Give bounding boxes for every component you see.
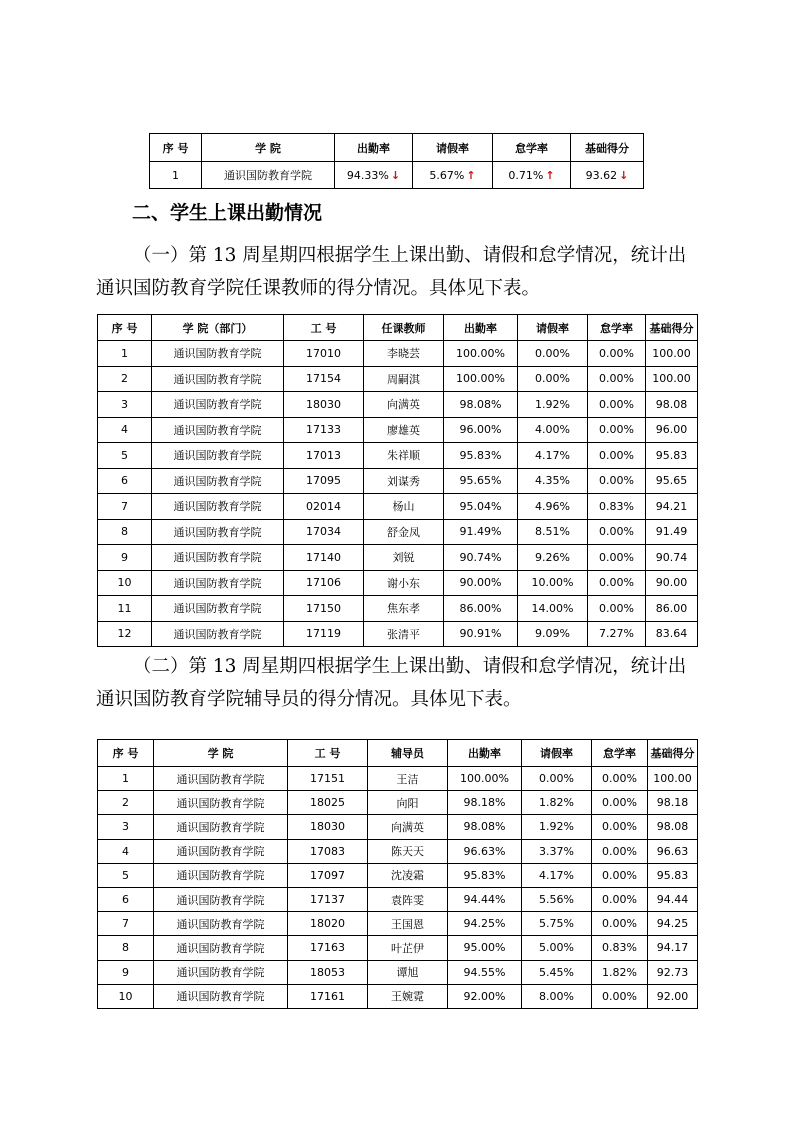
- cell-index: 6: [98, 887, 154, 911]
- cell-attendance: 90.00%: [444, 570, 518, 596]
- cell-college: 通识国防教育学院: [202, 162, 335, 189]
- table-row: [98, 468, 698, 494]
- cell-truancy: 0.00%: [592, 791, 648, 815]
- cell-leave: 4.00%: [518, 417, 588, 443]
- cell-attendance: 90.91%: [444, 621, 518, 647]
- teachers-header-row: [98, 315, 698, 341]
- cell-truancy: 0.83%: [588, 494, 646, 520]
- cell-leave: 8.00%: [522, 984, 592, 1008]
- cell-score: 96.00: [646, 417, 698, 443]
- cell-staff-id: 02014: [284, 494, 364, 520]
- cell-attendance: 95.83%: [448, 863, 522, 887]
- cell-index: 11: [98, 596, 152, 622]
- table-row: [98, 545, 698, 571]
- cell-college: 通识国防教育学院: [154, 815, 288, 839]
- cell-leave: 9.26%: [518, 545, 588, 571]
- cell-college: 通识国防教育学院: [152, 519, 284, 545]
- cell-name: 叶芷伊: [368, 936, 448, 960]
- cell-attendance: 98.18%: [448, 791, 522, 815]
- cell-truancy: 0.00%: [592, 984, 648, 1008]
- cell-index: 5: [98, 863, 154, 887]
- cell-name: 廖雄英: [364, 417, 444, 443]
- cell-staff-id: 17163: [288, 936, 368, 960]
- summary-table: [149, 133, 644, 189]
- cell-score: 94.17: [648, 936, 698, 960]
- cell-index: 1: [98, 767, 154, 791]
- cell-truancy: 0.00%: [588, 417, 646, 443]
- header-index: 序 号: [98, 315, 152, 341]
- cell-index: 1: [98, 341, 152, 367]
- table-row: [150, 162, 644, 189]
- cell-leave: 0.00%: [522, 767, 592, 791]
- cell-staff-id: 17150: [284, 596, 364, 622]
- cell-truancy: 1.82%: [592, 960, 648, 984]
- cell-college: 通识国防教育学院: [152, 392, 284, 418]
- table-row: [98, 936, 698, 960]
- cell-truancy: 0.00%: [592, 912, 648, 936]
- header-truancy: 怠学率: [592, 740, 648, 767]
- cell-college: 通识国防教育学院: [154, 767, 288, 791]
- cell-college: 通识国防教育学院: [152, 468, 284, 494]
- header-teacher: 任课教师: [364, 315, 444, 341]
- cell-index: 10: [98, 984, 154, 1008]
- table-row: [98, 570, 698, 596]
- cell-staff-id: 18053: [288, 960, 368, 984]
- cell-index: 4: [98, 417, 152, 443]
- cell-staff-id: 17119: [284, 621, 364, 647]
- cell-staff-id: 17154: [284, 366, 364, 392]
- header-counselor: 辅导员: [368, 740, 448, 767]
- cell-leave: 5.45%: [522, 960, 592, 984]
- cell-truancy: 0.00%: [588, 545, 646, 571]
- cell-leave: 5.00%: [522, 936, 592, 960]
- cell-attendance: 95.65%: [444, 468, 518, 494]
- cell-index: 10: [98, 570, 152, 596]
- cell-staff-id: 17133: [284, 417, 364, 443]
- cell-index: 9: [98, 545, 152, 571]
- table-row: [98, 887, 698, 911]
- table-row: [98, 366, 698, 392]
- table-row: [98, 863, 698, 887]
- cell-attendance: 90.74%: [444, 545, 518, 571]
- cell-index: 8: [98, 936, 154, 960]
- cell-name: 舒金凤: [364, 519, 444, 545]
- leave-value: 5.67%: [429, 168, 465, 182]
- cell-attendance: 95.00%: [448, 936, 522, 960]
- arrow-up-icon: ↑: [466, 168, 476, 182]
- cell-college: 通识国防教育学院: [152, 494, 284, 520]
- cell-score: 83.64: [646, 621, 698, 647]
- cell-index: 8: [98, 519, 152, 545]
- cell-score: 100.00: [646, 366, 698, 392]
- cell-index: 1: [150, 162, 202, 189]
- cell-leave: [413, 162, 493, 189]
- table-row: [98, 767, 698, 791]
- cell-leave: 5.75%: [522, 912, 592, 936]
- cell-truancy: 7.27%: [588, 621, 646, 647]
- cell-index: 2: [98, 791, 154, 815]
- cell-attendance: 96.63%: [448, 839, 522, 863]
- cell-staff-id: 17140: [284, 545, 364, 571]
- cell-truancy: 0.00%: [592, 815, 648, 839]
- cell-name: 朱祥顺: [364, 443, 444, 469]
- cell-leave: 1.92%: [518, 392, 588, 418]
- cell-name: 谢小东: [364, 570, 444, 596]
- counselors-table: [97, 739, 698, 1009]
- cell-score: 92.73: [648, 960, 698, 984]
- header-leave: 请假率: [518, 315, 588, 341]
- cell-staff-id: 17013: [284, 443, 364, 469]
- header-truancy: 怠学率: [493, 134, 571, 162]
- cell-attendance: 95.83%: [444, 443, 518, 469]
- cell-truancy: 0.00%: [588, 366, 646, 392]
- cell-index: 2: [98, 366, 152, 392]
- table-row: [98, 392, 698, 418]
- cell-name: 王婉霓: [368, 984, 448, 1008]
- cell-staff-id: 17034: [284, 519, 364, 545]
- cell-index: 7: [98, 912, 154, 936]
- cell-leave: 14.00%: [518, 596, 588, 622]
- cell-leave: 3.37%: [522, 839, 592, 863]
- cell-attendance: 100.00%: [444, 366, 518, 392]
- cell-college: 通识国防教育学院: [154, 839, 288, 863]
- cell-college: 通识国防教育学院: [154, 912, 288, 936]
- cell-leave: 0.00%: [518, 341, 588, 367]
- score-value: 93.62: [585, 168, 618, 182]
- header-score: 基础得分: [571, 134, 644, 162]
- cell-name: 王洁: [368, 767, 448, 791]
- cell-college: 通识国防教育学院: [154, 936, 288, 960]
- cell-index: 7: [98, 494, 152, 520]
- header-college: 学 院: [154, 740, 288, 767]
- cell-leave: 4.17%: [522, 863, 592, 887]
- header-score: 基础得分: [646, 315, 698, 341]
- cell-name: 刘锐: [364, 545, 444, 571]
- cell-name: 李晓芸: [364, 341, 444, 367]
- cell-truancy: 0.00%: [592, 767, 648, 791]
- cell-name: 王国恩: [368, 912, 448, 936]
- cell-staff-id: 17097: [288, 863, 368, 887]
- paragraph-teachers: （一）第 13 周星期四根据学生上课出勤、请假和怠学情况，统计出通识国防教育学院任课教师的得分情况。具体见下表。: [96, 245, 687, 299]
- cell-name: 向满英: [364, 392, 444, 418]
- table-row: [98, 960, 698, 984]
- table-row: [98, 839, 698, 863]
- arrow-down-icon: ↓: [619, 168, 629, 182]
- cell-score: 98.08: [648, 815, 698, 839]
- cell-score: 95.83: [648, 863, 698, 887]
- cell-college: 通识国防教育学院: [152, 366, 284, 392]
- cell-score: 86.00: [646, 596, 698, 622]
- cell-truancy: 0.00%: [592, 863, 648, 887]
- cell-attendance: 98.08%: [444, 392, 518, 418]
- cell-college: 通识国防教育学院: [152, 596, 284, 622]
- cell-college: 通识国防教育学院: [154, 984, 288, 1008]
- header-index: 序 号: [150, 134, 202, 162]
- cell-leave: 5.56%: [522, 887, 592, 911]
- cell-truancy: 0.00%: [588, 570, 646, 596]
- cell-truancy: 0.83%: [592, 936, 648, 960]
- cell-score: [571, 162, 644, 189]
- cell-index: 6: [98, 468, 152, 494]
- cell-attendance: 94.55%: [448, 960, 522, 984]
- table-row: [98, 443, 698, 469]
- cell-score: 100.00: [646, 341, 698, 367]
- cell-truancy: 0.00%: [592, 887, 648, 911]
- cell-college: 通识国防教育学院: [154, 960, 288, 984]
- cell-truancy: 0.00%: [588, 392, 646, 418]
- cell-leave: 1.92%: [522, 815, 592, 839]
- cell-attendance: 86.00%: [444, 596, 518, 622]
- cell-attendance: 92.00%: [448, 984, 522, 1008]
- cell-truancy: 0.00%: [588, 519, 646, 545]
- cell-truancy: 0.00%: [588, 468, 646, 494]
- cell-index: 12: [98, 621, 152, 647]
- arrow-down-icon: ↓: [390, 168, 401, 182]
- cell-index: 4: [98, 839, 154, 863]
- cell-staff-id: 17106: [284, 570, 364, 596]
- cell-college: 通识国防教育学院: [152, 621, 284, 647]
- paragraph-counselors: （二）第 13 周星期四根据学生上课出勤、请假和怠学情况，统计出通识国防教育学院辅导员的得分情况。具体见下表。: [96, 656, 687, 710]
- cell-index: 3: [98, 392, 152, 418]
- cell-name: 杨山: [364, 494, 444, 520]
- cell-truancy: 0.00%: [588, 443, 646, 469]
- header-college: 学 院（部门）: [152, 315, 284, 341]
- cell-score: 95.83: [646, 443, 698, 469]
- cell-college: 通识国防教育学院: [154, 791, 288, 815]
- cell-leave: 10.00%: [518, 570, 588, 596]
- cell-attendance: 96.00%: [444, 417, 518, 443]
- cell-name: 陈天天: [368, 839, 448, 863]
- cell-attendance: 98.08%: [448, 815, 522, 839]
- cell-attendance: 100.00%: [444, 341, 518, 367]
- cell-college: 通识国防教育学院: [154, 887, 288, 911]
- table-row: [98, 494, 698, 520]
- table-row: [98, 815, 698, 839]
- table-row: [98, 984, 698, 1008]
- cell-staff-id: 18030: [284, 392, 364, 418]
- cell-staff-id: 18030: [288, 815, 368, 839]
- cell-index: 5: [98, 443, 152, 469]
- cell-attendance: [335, 162, 413, 189]
- cell-truancy: 0.00%: [592, 839, 648, 863]
- cell-staff-id: 17010: [284, 341, 364, 367]
- cell-college: 通识国防教育学院: [152, 417, 284, 443]
- cell-staff-id: 17095: [284, 468, 364, 494]
- section-heading: 二、学生上课出勤情况: [132, 202, 323, 224]
- cell-name: 张清平: [364, 621, 444, 647]
- cell-name: 沈凌霜: [368, 863, 448, 887]
- counselors-header-row: [98, 740, 698, 767]
- header-attendance: 出勤率: [448, 740, 522, 767]
- cell-score: 90.00: [646, 570, 698, 596]
- cell-attendance: 94.44%: [448, 887, 522, 911]
- cell-score: 100.00: [648, 767, 698, 791]
- cell-name: 袁阵雯: [368, 887, 448, 911]
- cell-score: 94.44: [648, 887, 698, 911]
- cell-name: 向满英: [368, 815, 448, 839]
- cell-score: 98.18: [648, 791, 698, 815]
- cell-leave: 4.96%: [518, 494, 588, 520]
- cell-attendance: 95.04%: [444, 494, 518, 520]
- cell-leave: 4.35%: [518, 468, 588, 494]
- cell-leave: 8.51%: [518, 519, 588, 545]
- cell-truancy: 0.00%: [588, 596, 646, 622]
- cell-score: 94.25: [648, 912, 698, 936]
- table-row: [98, 912, 698, 936]
- cell-college: 通识国防教育学院: [152, 545, 284, 571]
- cell-staff-id: 17137: [288, 887, 368, 911]
- cell-index: 3: [98, 815, 154, 839]
- cell-score: 90.74: [646, 545, 698, 571]
- header-attendance: 出勤率: [444, 315, 518, 341]
- cell-name: 向阳: [368, 791, 448, 815]
- cell-truancy: 0.00%: [588, 341, 646, 367]
- cell-attendance: 100.00%: [448, 767, 522, 791]
- header-leave: 请假率: [522, 740, 592, 767]
- cell-leave: 1.82%: [522, 791, 592, 815]
- cell-score: 91.49: [646, 519, 698, 545]
- arrow-up-icon: ↑: [545, 168, 555, 182]
- cell-leave: 0.00%: [518, 366, 588, 392]
- cell-staff-id: 18025: [288, 791, 368, 815]
- cell-staff-id: 17151: [288, 767, 368, 791]
- header-index: 序 号: [98, 740, 154, 767]
- table-row: [98, 791, 698, 815]
- cell-name: 刘谋秀: [364, 468, 444, 494]
- header-college: 学 院: [202, 134, 335, 162]
- cell-score: 96.63: [648, 839, 698, 863]
- cell-leave: 9.09%: [518, 621, 588, 647]
- cell-staff-id: 17083: [288, 839, 368, 863]
- cell-attendance: 91.49%: [444, 519, 518, 545]
- teachers-table: [97, 314, 698, 647]
- header-staff-id: 工 号: [284, 315, 364, 341]
- header-score: 基础得分: [648, 740, 698, 767]
- header-attendance: 出勤率: [335, 134, 413, 162]
- cell-leave: 4.17%: [518, 443, 588, 469]
- cell-name: 周嗣淇: [364, 366, 444, 392]
- cell-truancy: [493, 162, 571, 189]
- cell-staff-id: 17161: [288, 984, 368, 1008]
- cell-college: 通识国防教育学院: [152, 443, 284, 469]
- table-row: [98, 621, 698, 647]
- header-staff-id: 工 号: [288, 740, 368, 767]
- attendance-value: 94.33%: [346, 168, 389, 182]
- cell-score: 98.08: [646, 392, 698, 418]
- table-row: [98, 519, 698, 545]
- header-leave: 请假率: [413, 134, 493, 162]
- cell-college: 通识国防教育学院: [154, 863, 288, 887]
- table-row: [98, 341, 698, 367]
- cell-name: 谭旭: [368, 960, 448, 984]
- cell-college: 通识国防教育学院: [152, 341, 284, 367]
- cell-name: 焦东孝: [364, 596, 444, 622]
- truancy-value: 0.71%: [508, 168, 544, 182]
- cell-college: 通识国防教育学院: [152, 570, 284, 596]
- cell-score: 95.65: [646, 468, 698, 494]
- table-row: [98, 596, 698, 622]
- cell-score: 94.21: [646, 494, 698, 520]
- cell-score: 92.00: [648, 984, 698, 1008]
- cell-index: 9: [98, 960, 154, 984]
- cell-staff-id: 18020: [288, 912, 368, 936]
- header-truancy: 怠学率: [588, 315, 646, 341]
- cell-attendance: 94.25%: [448, 912, 522, 936]
- table-row: [98, 417, 698, 443]
